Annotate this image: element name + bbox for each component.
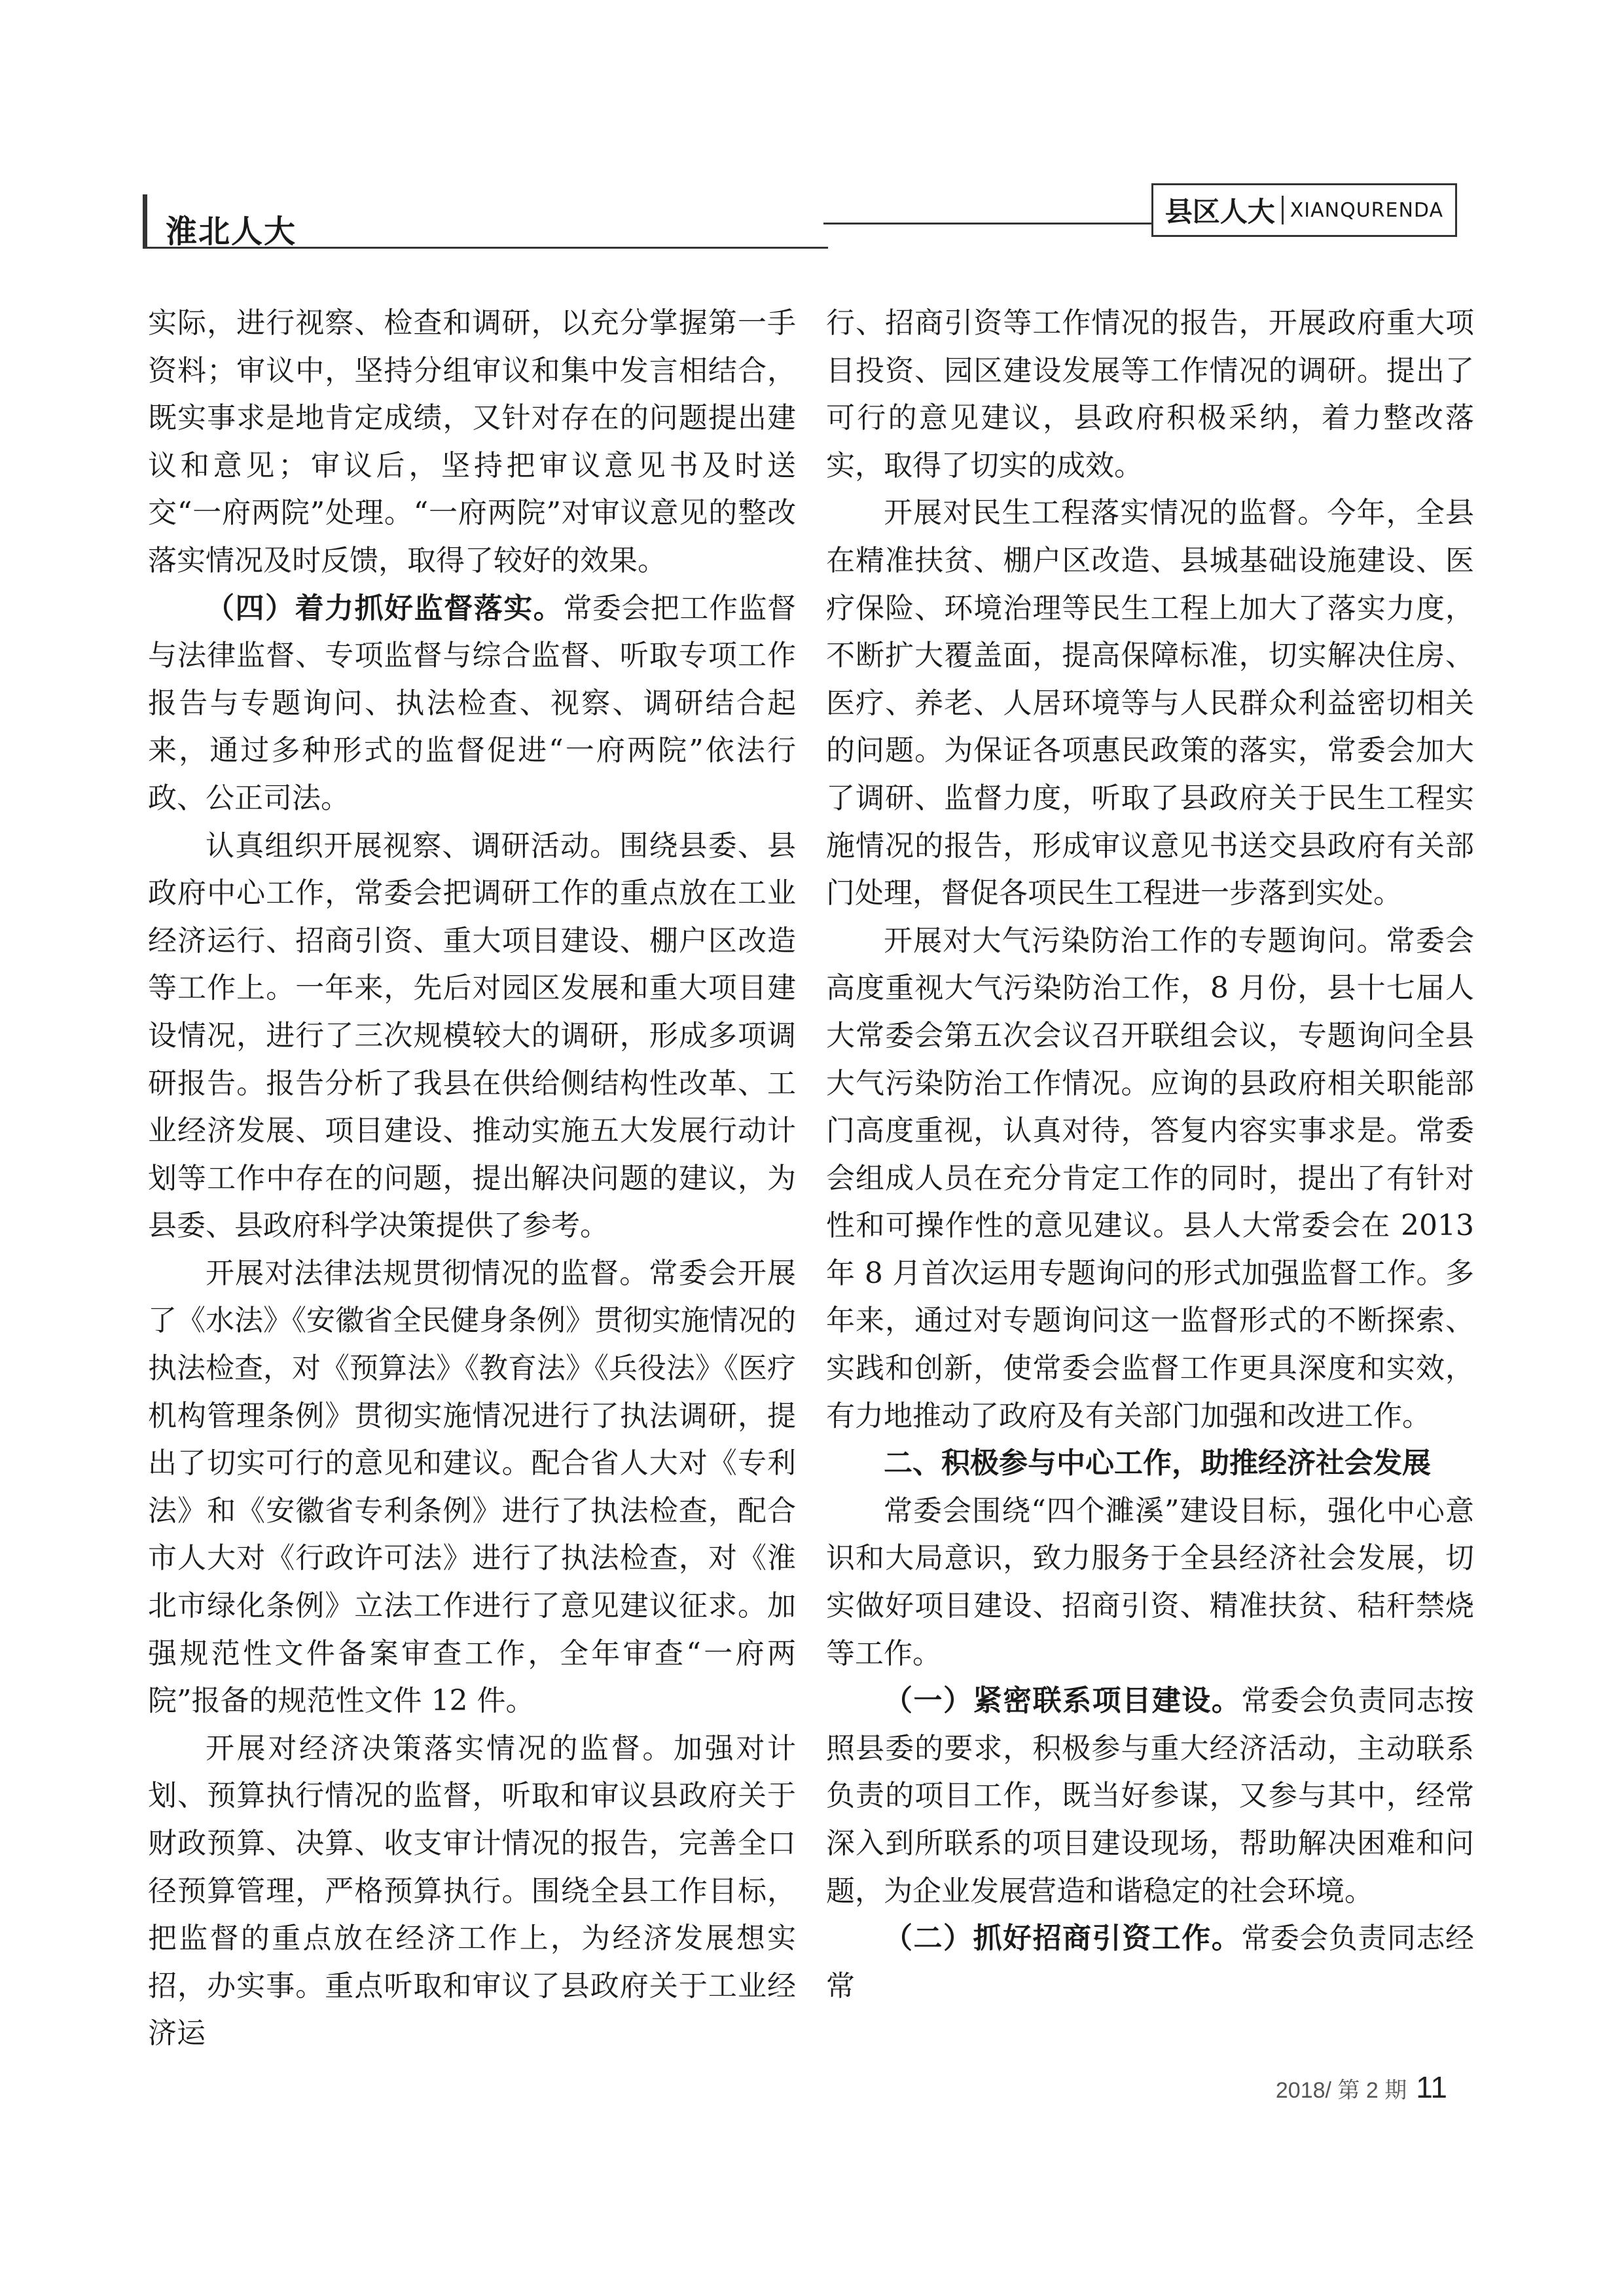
paragraph-text: 常委会负责同志经常 xyxy=(826,1922,1475,2003)
right-column xyxy=(826,300,1474,2010)
subheading: （四）着力抓好监督落实。 xyxy=(206,591,564,625)
paragraph: 开展对大气污染防治工作的专题询问。常委会高度重视大气污染防治工作，8 月份，县十七届人大常委会第五次会议召开联组会议，专题询问全县大气污染防治工作情况。应询的县政府相关职能部门高度重视，认真对待，答复内容实事求是。常委会组成人员在充分肯定工作的同时，提出了有针对性和可操作性的意见建议。县人大常委会在 2013 年 8 月首次运用专题询问的形式加强监督工作。多年来，通过对专题询问这一监督形式的不断探索、实践和创新，使常委会监督工作更具深度和实效，有力地推动了政府及有关部门加强和改进工作。 xyxy=(826,924,1474,1433)
paragraph xyxy=(148,585,796,823)
paragraph: 开展对法律法规贯彻情况的监督。常委会开展了《水法》《安徽省全民健身条例》贯彻实施情况的执法检查，对《预算法》《教育法》《兵役法》《医疗机构管理条例》贯彻实施情况进行了执法调研，提出了切实可行的意见和建议。配合省人大对《专利法》和《安徽省专利条例》进行了执法检查，配合市人大对《行政许可法》进行了执法检查，对《淮北市绿化条例》立法工作进行了意见建议征求。加强规范性文件备案审查工作，全年审查“一府两院”报备的规范性文件 12 件。 xyxy=(148,1256,796,1718)
paragraph: 开展对民生工程落实情况的监督。今年，全县在精准扶贫、棚户区改造、县城基础设施建设、医疗保险、环境治理等民生工程上加大了落实力度，不断扩大覆盖面，提高保障标准，切实解决住房、医疗、养老、人居环境等与人民群众利益密切相关的问题。为保证各项惠民政策的落实，常委会加大了调研、监督力度，听取了县政府关于民生工程实施情况的报告，形成审议意见书送交县政府有关部门处理，督促各项民生工程进一步落到实处。 xyxy=(826,496,1474,910)
left-column xyxy=(148,300,796,2058)
section-label-en: XIANQURENDA xyxy=(1290,198,1443,222)
header-left xyxy=(143,194,828,249)
issue-label: 2018/ 第 2 期 xyxy=(1275,2078,1407,2103)
subheading: （一）紧密联系项目建设。 xyxy=(884,1684,1242,1718)
paragraph xyxy=(826,1915,1474,2010)
paragraph xyxy=(826,1677,1474,1915)
section-heading: 二、积极参与中心工作，助推经济社会发展 xyxy=(884,1446,1431,1480)
paragraph-text: 常委会负责同志按照县委的要求，积极参与重大经济活动，主动联系负责的项目工作，既当好参谋，又参与其中，经常深入到所联系的项目建设现场，帮助解决困难和问题，为企业发展营造和谐稳定的社会环境。 xyxy=(826,1684,1475,1908)
page-number: 11 xyxy=(1416,2070,1447,2104)
paragraph-text: 常委会把工作监督与法律监督、专项监督与综合监督、听取专项工作报告与专题询问、执法检查、视察、调研结合起来，通过多种形式的监督促进“一府两院”依法行政、公正司法。 xyxy=(148,591,797,815)
publication-title: 淮北人大 xyxy=(166,213,297,250)
page-footer xyxy=(1276,2070,1447,2109)
section-label-box xyxy=(1151,183,1457,237)
subheading: （二）抓好招商引资工作。 xyxy=(884,1922,1242,1956)
paragraph: 实际，进行视察、检查和调研，以充分掌握第一手资料；审议中，坚持分组审议和集中发言相结合，既实事求是地肯定成绩，又针对存在的问题提出建议和意见；审议后，坚持把审议意见书及时送交“一府两院”处理。“一府两院”对审议意见的整改落实情况及时反馈，取得了较好的效果。 xyxy=(148,306,796,577)
section-label-cn: 县区人大 xyxy=(1164,196,1275,228)
paragraph: 行、招商引资等工作情况的报告，开展政府重大项目投资、园区建设发展等工作情况的调研。提出了可行的意见建议，县政府积极采纳，着力整改落实，取得了切实的成效。 xyxy=(826,306,1474,482)
header-right xyxy=(823,183,1457,228)
paragraph: 认真组织开展视察、调研活动。围绕县委、县政府中心工作，常委会把调研工作的重点放在工业经济运行、招商引资、重大项目建设、棚户区改造等工作上。一年来，先后对园区发展和重大项目建设情况，进行了三次规模较大的调研，形成多项调研报告。报告分析了我县在供给侧结构性改革、工业经济发展、项目建设、推动实施五大发展行动计划等工作中存在的问题，提出解决问题的建议，为县委、县政府科学决策提供了参考。 xyxy=(148,829,796,1243)
section-label-divider xyxy=(1282,196,1284,224)
paragraph: 开展对经济决策落实情况的监督。加强对计划、预算执行情况的监督，听取和审议县政府关于财政预算、决算、收支审计情况的报告，完善全口径预算管理，严格预算执行。围绕全县工作目标，把监督的重点放在经济工作上，为经济发展想实招，办实事。重点听取和审议了县政府关于工业经济运 xyxy=(148,1731,796,2051)
paragraph: 常委会围绕“四个濉溪”建设目标，强化中心意识和大局意识，致力服务于全县经济社会发展，切实做好项目建设、招商引资、精准扶贫、秸秆禁烧等工作。 xyxy=(826,1494,1474,1670)
